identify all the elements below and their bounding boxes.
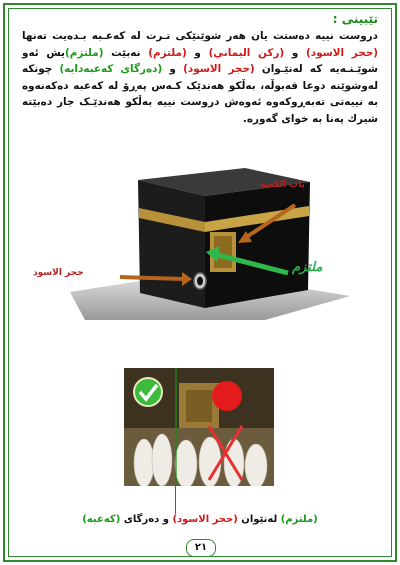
black-stone-center [197,277,203,286]
para-segment: دروست نییە دەستت یان هەر شوێنێکی تـرت لە کەعـبە بـدەیت تەنها [22,30,378,42]
correct-check-icon [134,378,162,406]
note-title: تێبینی : [332,12,378,26]
caption-part: (ملتزم) [280,514,318,525]
para-segment: و [186,46,209,59]
page-number: ٢١ [186,539,216,557]
door-label: باب الكعبة [260,180,305,190]
para-segment: (ركن اليماني) [208,46,285,59]
para-segment: چونکە لەوشوێنە دوعا قەبوڵە، بەڵکو هەندێک کـەس پەڕۆ لە کەعبە دەکەنەوە بە نییەتی تەبەڕوکەوە ئەوەش دروست نییە بەڵکو هەندێـک جار دەبێتە شیرك پەنا بە خوای گەورە. [22,63,378,125]
para-segment: (حجر الاسود) [305,46,378,59]
caption-part: لەنێوان [237,514,281,525]
caption-part: (حجر الاسود) [172,514,238,525]
para-segment: (حجر الاسود) [183,63,255,76]
photo-caption [20,514,380,525]
para-segment: (ملتزم) [148,46,187,59]
para-segment: و [284,46,306,59]
photo-divider-extension [175,486,176,514]
caption-part: (کەعبە) [82,514,121,525]
pilgrims-photo [124,368,274,486]
para-segment: یش ئەو شوێـنـەیە کە لەنێـوان [22,46,378,76]
wrong-red-icon [212,381,242,411]
para-segment: و [162,63,184,76]
photo-door-detail [186,390,212,422]
para-segment: (ملتزم) [64,46,104,59]
black-stone-label: حجر الاسود [33,268,84,278]
para-segment: (دەرگای کەعبەدایە) [59,63,163,76]
note-paragraph [22,28,378,128]
para-segment: نەبێت [103,46,149,59]
multazam-label: ملتزم [292,260,323,275]
kaaba-illustration [60,160,360,320]
caption-part: و دەرگای [120,514,173,525]
stone-arrow-line [120,277,184,279]
kaaba-left-face [138,180,205,308]
